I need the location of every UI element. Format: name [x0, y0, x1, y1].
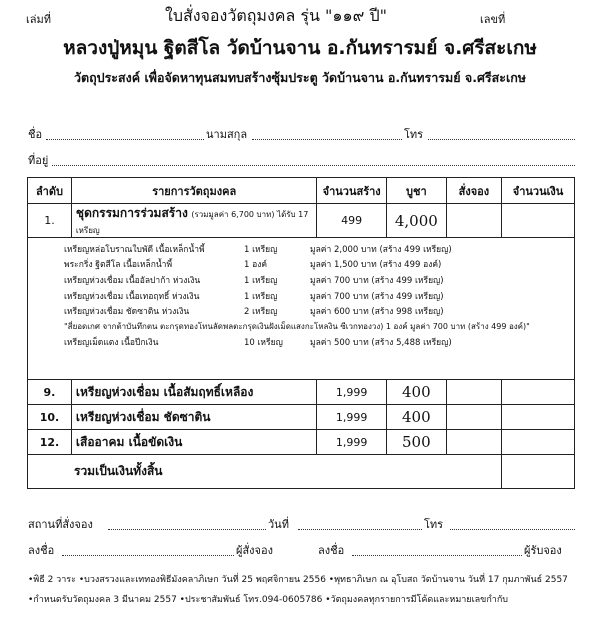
row-price: 4,000	[386, 204, 446, 238]
row-quantity: 1,999	[317, 405, 386, 430]
row-amount-cell[interactable]	[502, 204, 575, 238]
total-label: รวมเป็นเงินทั้งสิ้น	[28, 455, 502, 489]
page-subtitle: วัตถุประสงค์ เพื่อจัดหาทุนสมทบสร้างซุ้มประตู วัดบ้านจาน อ.กันทรารมย์ จ.ศรีสะเกษ	[73, 70, 527, 85]
row-quantity: 1,999	[317, 430, 386, 455]
row-amount-cell[interactable]	[502, 380, 575, 405]
orderer-label: ผู้สั่งจอง	[236, 544, 273, 557]
row-price: 400	[386, 405, 446, 430]
detail-cell	[28, 238, 575, 380]
table-header-row	[28, 178, 575, 204]
total-amount-cell[interactable]	[502, 455, 575, 489]
order-date-field[interactable]	[298, 529, 422, 530]
table-row	[28, 405, 575, 430]
orderer-signature-field[interactable]	[62, 555, 234, 556]
row-reserve-cell[interactable]	[446, 380, 501, 405]
ceremony-note: •พิธี 2 วาระ •บวงสรวงและเททองพิธีมังคลาภิเษก วันที่ 25 พฤศจิกายน 2556 •พุทธาภิเษก ณ อุโบสถ วัดบ้านจาน วันที่ 17 กุมภาพันธ์ 2557	[28, 575, 568, 585]
col-header-no: ลำดับ	[28, 178, 72, 204]
row-reserve-cell[interactable]	[446, 430, 501, 455]
surname-field[interactable]	[252, 139, 402, 140]
table-row	[28, 430, 575, 455]
row-quantity: 499	[317, 204, 386, 238]
row-item-name: เสืออาคม เนื้อขัดเงิน	[71, 430, 317, 455]
address-field[interactable]	[52, 165, 575, 166]
detail-line: เหรียญเม็ดแตง เนื้อปีกเงิน 10 เหรียญ มูลค่า 500 บาท (สร้าง 5,488 เหรียญ)	[64, 338, 452, 349]
col-header-item: รายการวัตถุมงคล	[71, 178, 317, 204]
detail-row	[28, 238, 575, 380]
row-item-name: เหรียญห่วงเชื่อม เนื้อสัมฤทธิ์เหลือง	[71, 380, 317, 405]
detail-line: เหรียญหล่อโบราณใบพัดี เนื้อเหล็กน้ำพี้ 1 เหรียญ มูลค่า 2,000 บาท (สร้าง 499 เหรียญ)	[64, 244, 452, 255]
book-number-label: เล่มที่	[26, 13, 52, 26]
table-row	[28, 204, 575, 238]
row-number: 9.	[28, 380, 72, 405]
row-number: 1.	[28, 204, 72, 238]
col-header-quantity: จำนวนสร้าง	[317, 178, 386, 204]
detail-line: เหรียญห่วงเชื่อม เนื้ออัลปาก้า ห่วงเงิน 1 เหรียญ มูลค่า 700 บาท (สร้าง 499 เหรียญ)	[64, 275, 444, 286]
row-amount-cell[interactable]	[502, 405, 575, 430]
receipt-number-label: เลขที่	[480, 13, 506, 26]
name-field[interactable]	[46, 139, 204, 140]
order-place-label: สถานที่สั่งจอง	[28, 518, 93, 531]
page-title: หลวงปู่หมุน ฐิตสีโล วัดบ้านจาน อ.กันทรารมย์ จ.ศรีสะเกษ	[63, 37, 537, 59]
name-label: ชื่อ	[28, 128, 43, 141]
table-row	[28, 380, 575, 405]
order-phone-label: โทร	[424, 518, 444, 531]
surname-label: นามสกุล	[206, 128, 248, 141]
pickup-note: •กำหนดรับวัตถุมงคล 3 มีนาคม 2557 •ประชาสัมพันธ์ โทร.094-0605786 •วัตถุมงคลทุกรายการมีโค้ดและหมายเลขกำกับ	[28, 595, 508, 605]
row-price: 500	[386, 430, 446, 455]
form-title: ใบสั่งจองวัตถุมงคล รุ่น "๑๑๙ ปี"	[165, 6, 387, 25]
row-reserve-cell[interactable]	[446, 204, 501, 238]
receiver-sign-label: ลงชื่อ	[318, 544, 345, 557]
orderer-sign-label: ลงชื่อ	[28, 544, 55, 557]
order-place-field[interactable]	[108, 529, 266, 530]
detail-line: พระกริ่ง ฐิตสีโล เนื้อเหล็กน้ำพี้ 1 องค์ มูลค่า 1,500 บาท (สร้าง 499 องค์)	[64, 260, 442, 271]
order-table	[27, 177, 575, 489]
row-item-name: ชุดกรรมการร่วมสร้าง	[75, 206, 188, 220]
row-item-note: (รวมมูลค่า 6,700 บาท) ได้รับ 17 เหรียญ	[75, 210, 309, 235]
row-item-name: เหรียญห่วงเชื่อม ชัดซาติน	[71, 405, 317, 430]
order-date-label: วันที่	[268, 518, 289, 531]
detail-line: เหรียญห่วงเชื่อม ชัดซาติน ห่วงเงิน 2 เหรียญ มูลค่า 600 บาท (สร้าง 998 เหรียญ)	[64, 307, 444, 318]
row-price: 400	[386, 380, 446, 405]
row-item	[71, 204, 317, 238]
detail-line-long: "สี่ยอดเกศ จากต้าบันทึกตน ตะกรุดทองโทนลัดพลตะกรุดเงินฝังเม็ดแสงกะโหลงิน ซีเวกทองวง) 1 องค์ มูลค่า 700 บาท (สร้าง 499 องค์)"	[64, 322, 530, 332]
col-header-amount: จำนวนเงิน	[502, 178, 575, 204]
receiver-label: ผู้รับจอง	[524, 544, 562, 557]
row-amount-cell[interactable]	[502, 430, 575, 455]
row-quantity: 1,999	[317, 380, 386, 405]
row-number: 10.	[28, 405, 72, 430]
total-row	[28, 455, 575, 489]
row-reserve-cell[interactable]	[446, 405, 501, 430]
order-phone-field[interactable]	[450, 529, 575, 530]
phone-field[interactable]	[428, 139, 575, 140]
address-label: ที่อยู่	[28, 154, 49, 167]
col-header-price: บูชา	[386, 178, 446, 204]
row-number: 12.	[28, 430, 72, 455]
receiver-signature-field[interactable]	[352, 555, 522, 556]
col-header-reserve: สั่งจอง	[446, 178, 501, 204]
detail-line: เหรียญห่วงเชื่อม เนื้อเทอฤทธิ์ ห่วงเงิน 1 เหรียญ มูลค่า 700 บาท (สร้าง 499 เหรียญ)	[64, 291, 444, 302]
phone-label: โทร	[404, 128, 424, 141]
